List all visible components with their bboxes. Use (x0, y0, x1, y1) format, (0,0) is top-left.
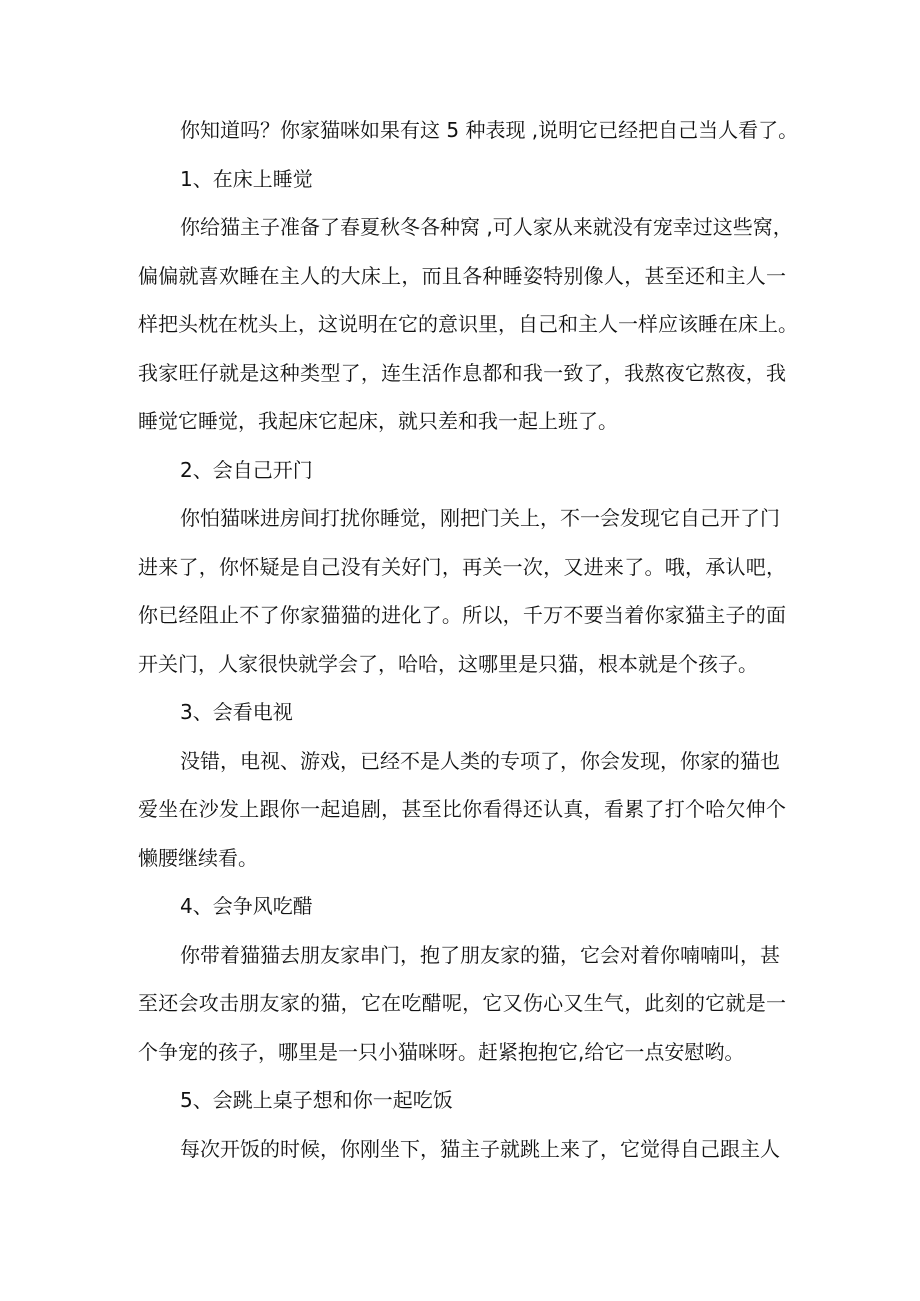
section-heading: 5、会跳上桌子想和你一起吃饭 (180, 1088, 453, 1112)
paragraph-line: 样把头枕在枕头上，这说明在它的意识里，自己和主人一样应该睡在床上。 (138, 312, 798, 336)
paragraph-line: 懒腰继续看。 (138, 845, 258, 870)
paragraph-line: 至还会攻击朋友家的猫，它在吃醋呢，它又伤心又生气，此刻的它就是一 (138, 991, 786, 1015)
paragraph-line: 每次开饭的时候，你刚坐下，猫主子就跳上来了，它觉得自己跟主人 (180, 1136, 780, 1161)
section-heading: 1、在床上睡觉 (180, 166, 313, 191)
paragraph-line: 你已经阻止不了你家猫猫的进化了。所以，千万不要当着你家猫主子的面 (138, 603, 786, 627)
paragraph-line: 个争宠的孩子，哪里是一只小猫咪呀。赶紧抱抱它,给它一点安慰哟。 (138, 1039, 745, 1064)
section-heading: 4、会争风吃醋 (180, 894, 313, 918)
section-heading: 3、会看电视 (180, 700, 293, 724)
paragraph-line: 睡觉它睡觉，我起床它起床，就只差和我一起上班了。 (138, 409, 618, 433)
document-body (138, 106, 799, 1173)
paragraph-line: 你带着猫猫去朋友家串门，抱了朋友家的猫，它会对着你喃喃叫，甚 (180, 942, 780, 967)
paragraph-line: 偏偏就喜欢睡在主人的大床上，而且各种睡姿特别像人，甚至还和主人一 (138, 263, 786, 288)
intro-paragraph: 你知道吗？你家猫咪如果有这 5 种表现 ,说明它已经把自己当人看了。 (180, 118, 799, 142)
paragraph-line: 开关门，人家很快就学会了，哈哈，这哪里是只猫，根本就是个孩子。 (138, 651, 758, 676)
paragraph-line: 没错，电视、游戏，已经不是人类的专项了，你会发现，你家的猫也 (180, 748, 780, 773)
paragraph-line: 爱坐在沙发上跟你一起追剧，甚至比你看得还认真，看累了打个哈欠伸个 (138, 797, 786, 821)
paragraph-line: 你怕猫咪进房间打扰你睡觉，刚把门关上，不一会发现它自己开了门 (180, 506, 780, 530)
section-heading: 2、会自己开门 (180, 457, 313, 482)
paragraph-line: 进来了，你怀疑是自己没有关好门，再关一次，又进来了。哦，承认吧， (138, 554, 786, 579)
paragraph-line: 我家旺仔就是这种类型了，连生活作息都和我一致了，我熬夜它熬夜，我 (138, 360, 786, 385)
paragraph-line: 你给猫主子准备了春夏秋冬各种窝 ,可人家从来就没有宠幸过这些窝， (180, 215, 793, 239)
